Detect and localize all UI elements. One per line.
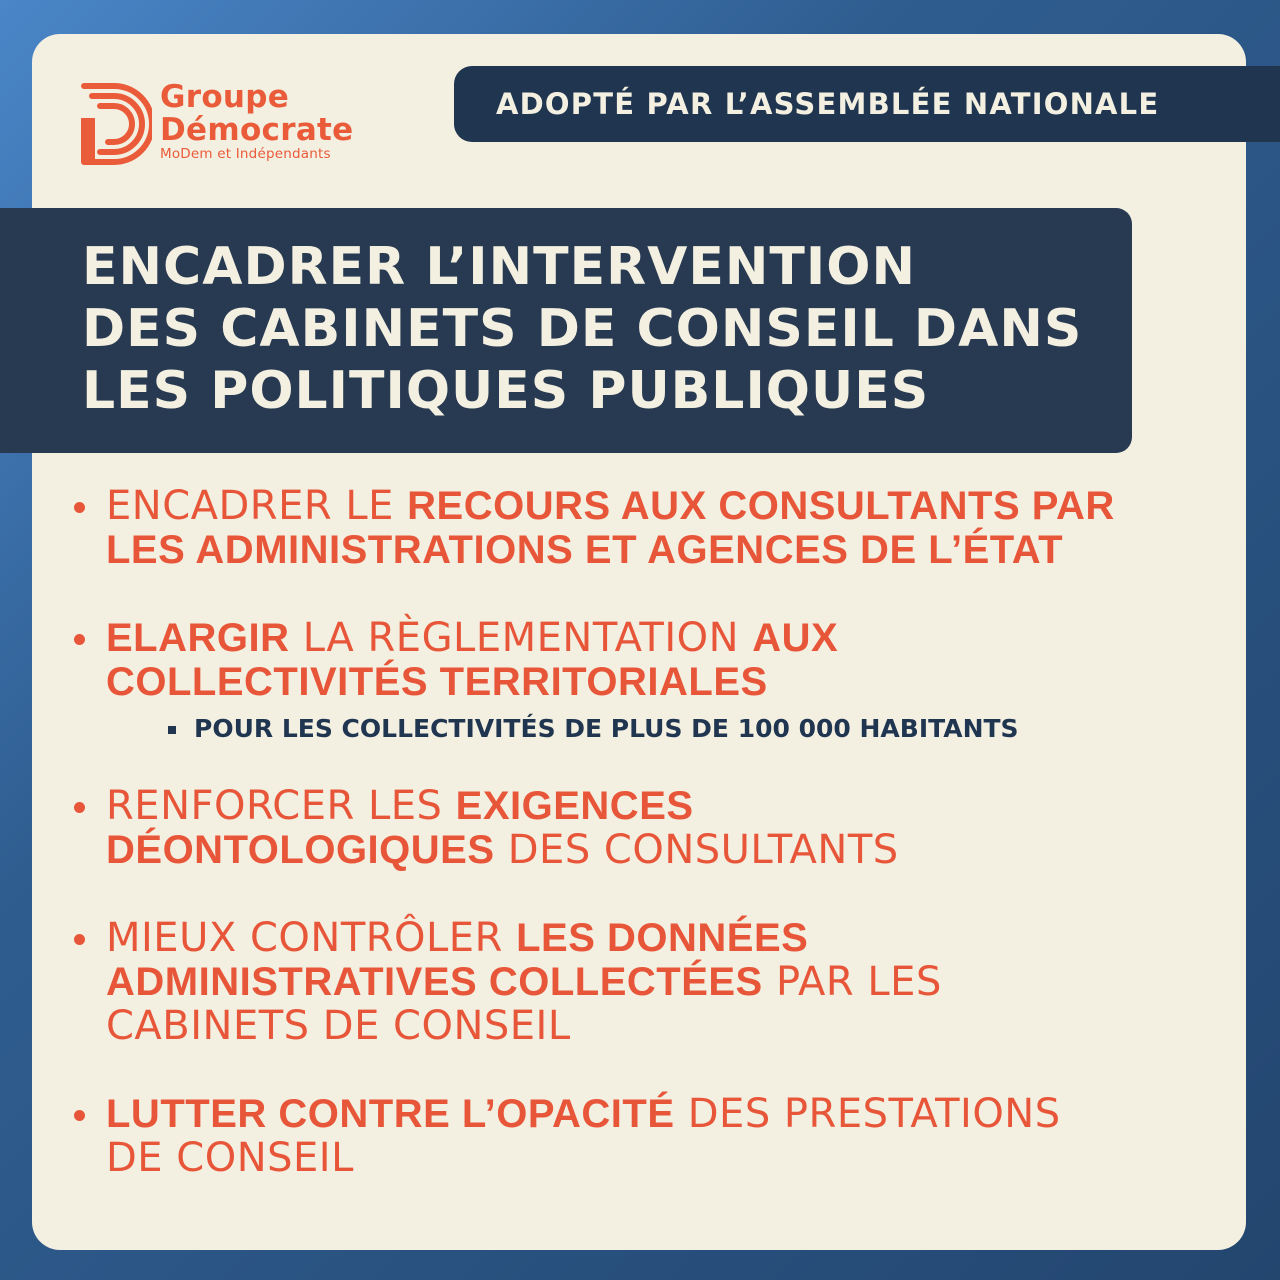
list-item	[70, 616, 1230, 704]
adopted-badge: ADOPTÉ PAR L’ASSEMBLÉE NATIONALE	[454, 66, 1280, 142]
square-bullet-icon	[168, 726, 176, 734]
list-item	[70, 1092, 1230, 1180]
item-text-bold: RECOURS AUX CONSULTANTS PAR	[407, 484, 1115, 528]
item-text-bold: LES ADMINISTRATIONS ET AGENCES DE L’ÉTAT	[106, 528, 1064, 572]
item-text-bold: COLLECTIVITÉS TERRITORIALES	[106, 660, 768, 704]
bullet-dot-icon	[74, 634, 85, 645]
item-text-regular: ENCADRER LE	[106, 483, 408, 529]
item-text-bold: AUX	[752, 616, 839, 660]
list-item	[70, 916, 1230, 1048]
item-text-regular: DE CONSEIL	[106, 1135, 354, 1181]
item-text-bold: ELARGIR	[106, 616, 290, 660]
item-text-regular: DES PRESTATIONS	[674, 1091, 1061, 1137]
item-text-bold: ADMINISTRATIVES COLLECTÉES	[106, 960, 763, 1004]
item-text-regular: DES CONSULTANTS	[494, 827, 899, 873]
item-text-bold: LUTTER CONTRE L’OPACITÉ	[106, 1092, 675, 1136]
sub-item-text: POUR LES COLLECTIVITÉS DE PLUS DE 100 000 HABITANTS	[194, 714, 1019, 743]
item-text-regular: LA RÈGLEMENTATION	[289, 615, 753, 661]
list-item	[70, 484, 1230, 572]
measures-list	[70, 484, 1230, 1180]
item-text-regular: PAR LES	[762, 959, 942, 1005]
item-text-bold: DÉONTOLOGIQUES	[106, 828, 495, 872]
logo-line-groupe: Groupe	[160, 79, 290, 115]
bullet-dot-icon	[74, 1110, 85, 1121]
logo-line-democrate: Démocrate	[160, 112, 354, 148]
list-item	[70, 784, 1230, 872]
item-text-bold: EXIGENCES	[455, 784, 694, 828]
title-line-1: ENCADRER L’INTERVENTION	[82, 237, 916, 297]
logo-line-modem: MoDem et Indépendants	[160, 146, 331, 162]
item-text-regular: MIEUX CONTRÔLER	[106, 915, 517, 961]
bullet-dot-icon	[74, 802, 85, 813]
bullet-dot-icon	[74, 934, 85, 945]
title-line-3: LES POLITIQUES PUBLIQUES	[82, 361, 930, 421]
democrate-d-logo-icon	[78, 82, 152, 166]
item-text-bold: LES DONNÉES	[516, 916, 809, 960]
item-text-regular: RENFORCER LES	[106, 783, 456, 829]
title-box	[0, 208, 1132, 453]
bullet-dot-icon	[74, 502, 85, 513]
sub-item	[70, 714, 1230, 744]
item-text-regular: CABINETS DE CONSEIL	[106, 1003, 571, 1049]
title-line-2: DES CABINETS DE CONSEIL DANS	[82, 299, 1083, 359]
groupe-democrate-logo	[78, 79, 398, 168]
